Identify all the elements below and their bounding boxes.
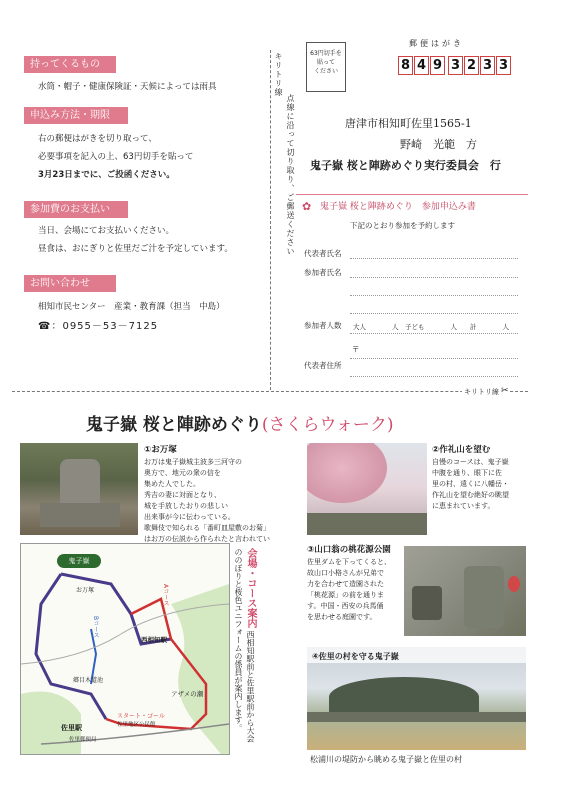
contact-phone: ☎：0955－53－7125 bbox=[38, 321, 159, 332]
spot2-line: 中腹を通り、眼下に佐 bbox=[432, 469, 502, 477]
walk-title bbox=[86, 410, 394, 435]
cut-label-vertical: キリトリ線 bbox=[274, 52, 283, 97]
postcard-title: 郵便はがき bbox=[409, 39, 464, 48]
postal-digit: 3 bbox=[448, 56, 463, 75]
form-divider bbox=[296, 194, 528, 195]
spot3-text bbox=[307, 557, 391, 623]
spot1-line: 歌舞伎で知られる「番町皿屋敷のお菊」 bbox=[144, 524, 270, 532]
postcard-recipient: 野崎 光範 方 bbox=[400, 138, 477, 151]
heading-apply: 申込み方法・期限 bbox=[24, 107, 128, 124]
map-label-omanzuka: お万塚 bbox=[76, 587, 95, 594]
spot1-line: 秀吉の妻に対面となり、 bbox=[144, 491, 221, 499]
spot3-line: す。中国・西安の兵馬俑 bbox=[307, 602, 384, 610]
spot1-line: 奥方で、地元の衆の信を bbox=[144, 469, 221, 477]
address-line-1 bbox=[350, 358, 518, 359]
spot1-line: 出来事が今に伝わっている。 bbox=[144, 513, 235, 521]
apply-line-3: 3月23日までに、ご投函ください。 bbox=[38, 170, 175, 180]
map-label-azalea: アザメの瀬 bbox=[171, 690, 204, 698]
spot2-text bbox=[432, 457, 509, 512]
bring-text: 水筒・帽子・健康保険証・天候によっては雨具 bbox=[38, 82, 217, 92]
participants-label: 参加者氏名 bbox=[304, 268, 342, 277]
contact-line-1: 相知市民センター 産業・教育課（担当 中島） bbox=[38, 302, 225, 312]
map-label-sari-station: 佐里駅 bbox=[61, 724, 82, 732]
rep-name-label: 代表者氏名 bbox=[304, 249, 342, 258]
heading-fee: 参加費のお支払い bbox=[24, 201, 128, 218]
postal-code-boxes bbox=[398, 54, 512, 75]
postal-digit: 4 bbox=[414, 56, 429, 75]
form-subtitle: 下記のとおり参加を予約します bbox=[350, 221, 455, 230]
spot4-title: ④佐里の村を守る鬼子嶽 bbox=[312, 652, 399, 661]
spot1-line: はお万の伝説から作られたと言われてい bbox=[144, 535, 270, 543]
heading-contact: お問い合わせ bbox=[24, 275, 116, 292]
postal-digit: 8 bbox=[398, 56, 413, 75]
postcard-committee: 鬼子嶽 桜と陣跡めぐり実行委員会 行 bbox=[310, 159, 501, 172]
rep-addr-label: 代表者住所 bbox=[304, 361, 342, 370]
postcard-address: 唐津市相知町佐里1565-1 bbox=[345, 117, 472, 130]
spot1-line: お万は鬼子嶽城主波多三河守の bbox=[144, 458, 242, 466]
postal-digit: 9 bbox=[430, 56, 445, 75]
course-guide-title: 会場・コース案内 bbox=[245, 548, 256, 628]
photo-tougen bbox=[404, 546, 526, 636]
fee-line-2: 昼食は、おにぎりと佐里だご汁を予定しています。 bbox=[38, 244, 233, 254]
map-label-nishiochi: 西相知駅 bbox=[141, 636, 167, 644]
horizontal-cut-line bbox=[12, 391, 528, 392]
map-label-bcourse: Bコース bbox=[92, 616, 99, 639]
count-fields: 大人 人 子ども 人 計 人 bbox=[353, 323, 509, 331]
map-label-kyomoku: 郷目木道池 bbox=[73, 677, 104, 684]
photo-omanzuka bbox=[20, 443, 138, 535]
map-label-start: スタート・ゴール bbox=[117, 713, 165, 720]
walk-title-sub: (さくらウォーク) bbox=[261, 415, 394, 435]
spot3-line: 佐里ダムを下ってくると、 bbox=[307, 558, 391, 566]
scissors-icon: ✂ bbox=[501, 384, 509, 399]
spot1-line: 城を手放したおりの悲しい bbox=[144, 502, 228, 510]
map-label-center: 佐里地区公民館 bbox=[117, 722, 156, 728]
participants-line-3 bbox=[350, 313, 518, 314]
address-line-2 bbox=[350, 376, 518, 377]
rep-name-line bbox=[350, 258, 518, 259]
map-label-kishidake: 鬼子嶽 bbox=[57, 554, 101, 568]
spot3-line: 故山口小格さんが兄弟で bbox=[307, 569, 384, 577]
map-label-acourse: Aコース bbox=[162, 584, 169, 607]
course-guide bbox=[232, 548, 256, 748]
postal-digit: 3 bbox=[480, 56, 495, 75]
vertical-cut-line bbox=[270, 50, 271, 390]
course-guide-text: 西相知駅前と佐里駅前から大会ののぼりと桜色ユニフォームの係員が案内します。 bbox=[234, 548, 255, 743]
heading-bring: 持ってくるもの bbox=[24, 56, 116, 73]
postal-digit: 3 bbox=[496, 56, 511, 75]
form-title: 鬼子嶽 桜と陣跡めぐり 参加申込み書 bbox=[320, 202, 476, 212]
spot3-line: 「桃花源」の前を通りま bbox=[307, 591, 384, 599]
spot1-line: 集めた人でした。 bbox=[144, 480, 200, 488]
spot2-line: に恵まれています。 bbox=[432, 502, 495, 510]
spot3-line: を思わせる庭園です。 bbox=[307, 613, 377, 621]
count-label: 参加者人数 bbox=[304, 321, 342, 330]
spot2-line: 作礼山を望む絶好の眺望 bbox=[432, 491, 509, 499]
stamp-box: 63円切手を 貼って ください bbox=[306, 42, 346, 92]
spot2-line: 自慢のコースは、鬼子嶽 bbox=[432, 458, 509, 466]
count-line bbox=[350, 333, 518, 334]
postal-digit: 2 bbox=[464, 56, 479, 75]
postmark-symbol: 〒 bbox=[352, 345, 360, 354]
spot2-line: 里の村、遠くに八幡岳・ bbox=[432, 480, 509, 488]
map-label-post: 佐里郵便局 bbox=[69, 737, 97, 743]
course-map bbox=[20, 543, 230, 755]
participants-line-1 bbox=[350, 277, 518, 278]
spot4-caption: 松浦川の堤防から眺める鬼子嶽と佐里の村 bbox=[310, 755, 462, 764]
cut-label-horizontal: キリトリ線 bbox=[462, 385, 501, 400]
spot2-title: ②作礼山を望む bbox=[432, 445, 491, 455]
spot3-title: ③山口翁の桃花源公園 bbox=[307, 545, 391, 555]
spot1-text bbox=[144, 457, 270, 556]
fee-line-1: 当日、会場にてお支払いください。 bbox=[38, 226, 175, 236]
spot3-line: 力を合わせて造園された bbox=[307, 580, 384, 588]
cut-instruction: 点線に沿って切り取り、ご郵送ください bbox=[286, 94, 295, 256]
spot1-title: ①お万塚 bbox=[144, 445, 177, 455]
apply-line-2: 必要事項を記入の上、63円切手を貼って bbox=[38, 152, 194, 162]
walk-title-main: 鬼子嶽 桜と陣跡めぐり bbox=[86, 415, 262, 435]
apply-line-1: 右の郵便はがきを切り取って、 bbox=[38, 134, 157, 144]
photo-sakurei bbox=[307, 443, 427, 535]
participants-line-2 bbox=[350, 295, 518, 296]
sakura-icon: ✿ bbox=[302, 200, 312, 213]
